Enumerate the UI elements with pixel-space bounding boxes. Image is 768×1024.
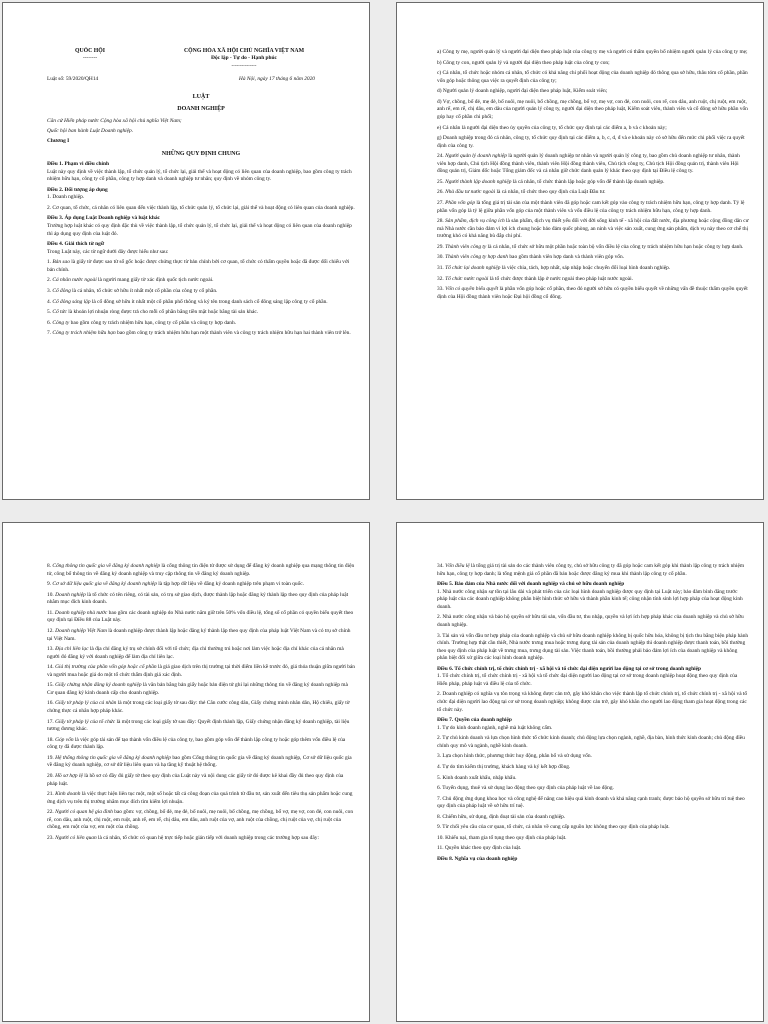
definition-text: bao gồm công ty trách nhiệm hữu hạn một thành viên và công ty trách nhiệm hữu hạn hai thành viên trở lên. [115,330,351,337]
definition-term: Bản sao [52,259,70,266]
definition-item [47,320,355,328]
definition-item [437,244,749,252]
definition-number: 4. [47,298,53,305]
clause-paragraph: 1. Tự do kinh doanh ngành, nghề mà luật không cấm. [437,724,553,731]
definition-item [47,700,355,715]
definition-item [47,277,355,285]
definition-number: 32. [437,275,446,282]
article-2-clause-1: 1. Doanh nghiệp. [47,194,85,201]
definition-item [47,682,355,697]
definition-number: 15. [47,682,56,689]
clause-paragraph: 11. Quyền khác theo quy định của luật. [437,845,522,852]
legal-basis-1: Căn cứ Hiến pháp nước Cộng hòa xã hội chủ nghĩa Việt Nam; [47,118,182,125]
page-1-content [47,47,355,491]
definition-term: Cổng thông tin quốc gia về đăng ký doanh nghiệp [52,563,161,569]
definition-item [47,773,355,788]
definition-term: Tổ chức lại doanh nghiệp [445,264,501,271]
definition-term: Thành viên công ty hợp danh [445,254,509,261]
definition-item [437,200,749,215]
definition-text: là sản phẩm, dịch vụ thiết yếu đối với đời sống kinh tế - xã hội của đất nước, địa phương hoặc cộng đồng dân cư mà Nhà nước cần bảo đảm vì lợi ích chung hoặc bảo đảm quốc phòng, an ninh và việc sản xuất, cung ứng sản phẩm, dịch vụ này theo cơ chế thị trường khó có khả năng bù đắp chi phí. [437,218,749,240]
definition-item [47,737,355,752]
definition-item [47,809,355,832]
definition-number: 24. [437,153,446,160]
definition-text: là tổ chức được thành lập ở nước ngoài theo pháp luật nước ngoài. [488,275,633,282]
definition-term: Góp vốn [55,736,74,743]
article-4-title: Điều 4. Giải thích từ ngữ [47,241,105,248]
definition-list-3 [47,563,355,842]
national-title: CỘNG HÒA XÃ HỘI CHỦ NGHĨA VIỆT NAM [183,48,305,54]
definition-item [47,835,355,843]
definition-number: 14. [47,664,56,671]
definition-item [47,719,355,734]
definition-number: 33. [437,286,446,293]
clause-paragraph: 9. Từ chối yêu cầu của cơ quan, tổ chức, cá nhân về cung cấp nguồn lực không theo quy định của pháp luật. [437,824,670,831]
definition-text: là cá nhân, tổ chức thành lập hoặc góp vốn để thành lập doanh nghiệp. [511,178,665,185]
definition-term: Doanh nghiệp [55,591,86,598]
definition-term: Cổ đông sáng lập [52,298,91,305]
document-header [47,47,355,55]
definition-number: 10. [47,591,56,598]
article-2-clause-2: 2. Cơ quan, tổ chức, cá nhân có liên quan đến việc thành lập, tổ chức quản lý, tổ chức lại, giải thể và hoạt động có liên quan của doanh nghiệp. [47,204,355,211]
definition-term: Kinh doanh [55,791,81,798]
definition-term: Cổ đông [52,287,71,294]
page-4-content [437,563,749,1013]
definition-term: Tổ chức nước ngoài [445,275,489,282]
clause-paragraph: a) Công ty mẹ, người quản lý và người đại diện theo pháp luật của công ty mẹ và người có thẩm quyền bổ nhiệm người quản lý của công ty mẹ; [437,49,748,55]
document-type: LUẬT [192,94,210,101]
law-number: Luật số: 59/2020/QH14 [47,75,99,82]
article-2-title: Điều 2. Đối tượng áp dụng [47,186,108,193]
article-7-title: Điều 7. Quyền của doanh nghiệp [437,717,512,724]
definition-term: Giấy tờ pháp lý của cá nhân [55,700,117,707]
definition-term: Giá thị trường của phần vốn góp hoặc cổ phần [55,664,157,671]
definition-number: 26. [437,189,446,196]
definition-text: là doanh nghiệp được thành lập hoặc đăng ký thành lập theo quy định của pháp luật Việt Nam và có trụ sở chính tại Việt Nam. [47,627,351,642]
document-page-3 [2,522,370,1022]
definition-number: 17. [47,718,56,725]
definition-term: Nhà đầu tư nước ngoài [445,189,496,196]
definition-text: là cá nhân, tổ chức có quan hệ trực tiếp hoặc gián tiếp với doanh nghiệp trong các trường hợp sau đây: [96,834,319,841]
definition-number: 25. [437,178,446,185]
definition-term: Giấy chứng nhận đăng ký doanh nghiệp [55,682,142,689]
definition-term: Vốn có quyền biểu quyết [445,286,499,293]
article-8-title: Điều 8. Nghĩa vụ của doanh nghiệp [437,856,518,862]
document-name: DOANH NGHIỆP [177,105,225,112]
definition-item [437,276,749,284]
definition-term: Người thành lập doanh nghiệp [445,178,512,185]
definition-text: là tổng giá trị tài sản do các thành viên công ty, chủ sở hữu công ty đã góp hoặc cam kết góp khi thành lập công ty trách nhiệm hữu hạn, công ty hợp danh; là tổng mệnh giá cổ phần đã bán hoặc được đăng ký mua khi thành lập công ty cổ phần. [437,563,745,577]
clause-paragraph: 6. Tuyển dụng, thuê và sử dụng lao động theo quy định của pháp luật về lao động. [437,785,614,792]
definition-number: 12. [47,627,56,634]
clause-paragraph: d) Người quản lý doanh nghiệp, người đại diện theo pháp luật, Kiểm soát viên; [437,88,608,95]
national-motto: Độc lập - Tự do - Hạnh phúc [211,55,277,62]
clause-paragraph: b) Công ty con, người quản lý và người đại diện theo pháp luật của công ty con; [437,59,610,66]
definition-item [437,265,749,273]
article-6-title: Điều 6. Tổ chức chính trị, tổ chức chính trị - xã hội và tổ chức đại diện người lao động tại cơ sở trong doanh nghiệp [437,665,702,672]
definition-text: là cổng thông tin điện tử được sử dụng để đăng ký doanh nghiệp qua mạng thông tin điện tử, công bố thông tin về đăng ký doanh nghiệp và truy cập thông tin về đăng ký doanh nghiệp. [47,563,355,577]
definition-text: là văn bản bằng bản giấy hoặc bản điện tử ghi lại những thông tin về đăng ký doanh nghiệp mà Cơ quan đăng ký kinh doanh cấp cho doanh nghiệp. [47,682,348,696]
definition-term: Địa chỉ liên lạc [55,646,89,653]
clause-paragraph: 7. Chủ động ứng dụng khoa học và công nghệ để nâng cao hiệu quả kinh doanh và khả năng cạnh tranh; được bảo hộ quyền sở hữu trí tuệ theo quy định của pháp luật về sở hữu trí tuệ. [437,795,745,810]
clause-paragraph: 1. Nhà nước công nhận sự tồn tại lâu dài và phát triển của các loại hình doanh nghiệp được quy định tại Luật này; bảo đảm bình đẳng trước pháp luật của các doanh nghiệp không phân biệt hình thức sở hữu và thành phần kinh tế; công nhận tính sinh lợi hợp pháp của hoạt động kinh doanh. [437,588,743,610]
definition-text: là một trong các loại giấy tờ sau đây: Quyết định thành lập, Giấy chứng nhận đăng ký doanh nghiệp, tài liệu tương đương khác. [47,718,350,733]
definition-number: 20. [47,772,56,779]
definition-item [437,286,749,301]
article-4-intro: Trong Luật này, các từ ngữ dưới đây được hiểu như sau: [47,248,169,255]
definition-term: Cơ sở dữ liệu quốc gia về đăng ký doanh nghiệp [52,581,157,588]
clause-paragraph: 2. Doanh nghiệp có nghĩa vụ tôn trọng và không được cản trở, gây khó khăn cho việc thành lập tổ chức chính trị, tổ chức chính trị - xã hội và tổ chức đại diện người lao động tại cơ sở trong doanh nghiệp; không được cản trở, gây khó khăn cho người lao động tham gia hoạt động trong các tổ chức này. [437,691,748,713]
article-1-title: Điều 1. Phạm vi điều chỉnh [47,161,110,168]
legal-basis-2: Quốc hội ban hành Luật Doanh nghiệp. [47,127,134,134]
clause-paragraph: c) Cá nhân, tổ chức hoặc nhóm cá nhân, tổ chức có khả năng chi phối hoạt động của doanh nghiệp đó thông qua sở hữu, thâu tóm cổ phần, phần vốn góp hoặc thông qua việc ra quyết định của công ty; [437,70,748,84]
definition-term: Người có quan hệ gia đình [55,809,113,816]
clause-paragraph: 3. Lựa chọn hình thức, phương thức huy động, phân bổ và sử dụng vốn. [437,753,592,760]
document-page-4 [396,522,764,1022]
definition-list-2 [437,153,749,301]
definition-item [47,791,355,806]
definition-number: 23. [47,834,56,841]
definition-item [47,309,355,317]
definition-text: là hồ sơ có đầy đủ giấy tờ theo quy định của Luật này và nội dung các giấy tờ đó được kê khai đầy đủ theo quy định của pháp luật. [47,772,344,787]
place-date: Hà Nội, ngày 17 tháng 6 năm 2020 [238,75,315,82]
definition-text: bao gồm các doanh nghiệp do Nhà nước nắm giữ trên 50% vốn điều lệ, tổng số cổ phần có quyền biểu quyết theo quy định tại Điều 88 của Luật này. [47,609,354,624]
definition-item [437,179,749,187]
definition-item [47,563,355,578]
definition-item [47,628,355,643]
definition-text: là tổ chức có tên riêng, có tài sản, có trụ sở giao dịch, được thành lập hoặc đăng ký thành lập theo quy định của pháp luật nhằm mục đích kinh doanh. [47,591,349,606]
definition-item [47,592,355,607]
definition-text: là tập hợp dữ liệu về đăng ký doanh nghiệp trên phạm vi toàn quốc. [156,581,304,588]
clause-paragraph: 2. Nhà nước công nhận và bảo hộ quyền sở hữu tài sản, vốn đầu tư, thu nhập, quyền và lợi ích hợp pháp khác của doanh nghiệp và chủ sở hữu doanh nghiệp. [437,614,744,628]
definition-text: bao gồm thành viên hợp danh và thành viên góp vốn. [508,254,625,261]
definition-item [437,189,749,197]
clause-paragraph: 10. Khiếu nại, tham gia tố tụng theo quy định của pháp luật. [437,834,567,841]
definition-text: là cổ đông sở hữu ít nhất một cổ phần phổ thông và ký tên trong danh sách cổ đông sáng lập công ty cổ phần. [90,298,328,305]
definition-number: 31. [437,264,446,271]
definition-text: là phần vốn góp hoặc cổ phần, theo đó người sở hữu có quyền biểu quyết về những vấn đề thuộc thẩm quyền quyết định của Hội đồng thành viên hoặc Đại hội đồng cổ đông. [437,286,748,300]
definition-term: Hệ thống thông tin quốc gia về đăng ký doanh nghiệp [55,754,171,761]
article-7-clauses [437,725,749,853]
issuer-dashes: -------- [82,55,98,62]
definition-item [47,664,355,679]
definition-item [47,581,355,589]
definition-number: 28. [437,218,446,225]
definition-number: 18. [47,736,56,743]
definition-text: là giá giao dịch trên thị trường tại thời điểm liền kề trước đó, giá thỏa thuận giữa người bán và người mua hoặc giá do một tổ chức thẩm định giá xác định. [47,664,355,678]
chapter-title: NHỮNG QUY ĐỊNH CHUNG [161,150,241,157]
definition-number: 16. [47,700,56,707]
definition-item [437,153,749,176]
issuer-name: QUỐC HỘI [74,48,106,54]
definition-number: 22. [47,809,56,816]
definition-number: 8. [47,563,53,569]
definition-text: là việc thực hiện liên tục một, một số hoặc tất cả công đoạn của quá trình từ đầu tư, sản xuất đến tiêu thụ sản phẩm hoặc cung ứng dịch vụ trên thị trường nhằm mục đích tìm kiếm lợi nhuận. [47,791,353,805]
definition-text: là việc chia, tách, hợp nhất, sáp nhập hoặc chuyển đổi loại hình doanh nghiệp. [500,264,671,271]
article-1-text: Luật này quy định về việc thành lập, tổ chức quản lý, tổ chức lại, giải thể và hoạt động có liên quan của doanh nghiệp, bao gồm công ty trách nhiệm hữu hạn, công ty cổ phần, công ty hợp danh và doanh nghiệp tư nhân; quy định về nhóm công ty. [47,168,352,183]
definition-number: 19. [47,754,56,761]
document-page-1 [2,2,370,500]
definition-item [437,254,749,262]
definition-item [47,288,355,296]
definition-text: bao gồm Cổng thông tin quốc gia về đăng ký doanh nghiệp, Cơ sở dữ liệu quốc gia về đăng ký doanh nghiệp, cơ sở dữ liệu liên quan và hạ tầng kỹ thuật hệ thống. [47,754,352,769]
definition-term: Người quản lý doanh nghiệp [445,153,507,160]
definition-number: 30. [437,254,446,261]
definition-number: 6. [47,319,53,326]
article-5-clauses [437,589,749,663]
definition-text: là một trong các loại giấy tờ sau đây: thẻ Căn cước công dân, Giấy chứng minh nhân dân, Hộ chiếu, giấy tờ chứng thực cá nhân hợp pháp khác. [47,700,350,714]
definition-number: 13. [47,646,56,653]
definition-term: Sản phẩm, dịch vụ công ích [445,218,505,225]
clause-paragraph: 5. Kinh doanh xuất khẩu, nhập khẩu. [437,774,517,781]
clause-paragraph: 3. Tài sản và vốn đầu tư hợp pháp của doanh nghiệp và chủ sở hữu doanh nghiệp không bị quốc hữu hóa, không bị tịch thu bằng biện pháp hành chính. Trường hợp thật cần thiết, Nhà nước trưng mua hoặc trưng dụng tài sản của doanh nghiệp thì doanh nghiệp được thanh toán, bồi thường theo quy định của pháp luật về trưng mua, trưng dụng tài sản. Việc thanh toán, bồi thường phải bảo đảm lợi ích của doanh nghiệp và không phân biệt đối xử giữa các loại hình doanh nghiệp. [437,632,749,662]
clause-paragraph: đ) Vợ, chồng, bố đẻ, mẹ đẻ, bố nuôi, mẹ nuôi, bố chồng, mẹ chồng, bố vợ, mẹ vợ, con đẻ, con nuôi, con rể, con dâu, anh ruột, chị ruột, em ruột, anh rể, em rể, chị dâu, em dâu của người quản lý công ty, người đại diện theo pháp luật, Kiểm soát viên, thành viên và cổ đông sở hữu phần vốn góp hay cổ phần chi phối; [437,98,748,120]
article-5-title: Điều 5. Bảo đảm của Nhà nước đối với doanh nghiệp và chủ sở hữu doanh nghiệp [437,581,625,588]
reference-line [47,76,355,84]
definition-text: là cá nhân, tổ chức theo quy định của Luật Đầu tư. [495,189,606,196]
definition-text: là người quản lý doanh nghiệp tư nhân và người quản lý công ty, bao gồm chủ doanh nghiệp tư nhân, thành viên hợp danh, Chủ tịch Hội đồng thành viên, thành viên Hội đồng thành viên, Chủ tịch công ty, Chủ tịch Hội đồng quản trị, thành viên Hội đồng quản trị, Giám đốc hoặc Tổng giám đốc và cá nhân giữ chức danh quản lý khác theo quy định tại Điều lệ công ty. [437,153,740,175]
definition-text: là người mang giấy tờ xác định quốc tịch nước ngoài. [96,277,214,284]
document-page-2 [396,2,764,500]
definition-text: là tổng giá trị tài sản của một thành viên đã góp hoặc cam kết góp vào công ty trách nhiệm hữu hạn, công ty hợp danh. Tỷ lệ phần vốn góp là tỷ lệ giữa phần vốn góp của một thành viên và vốn điều lệ của công ty trách nhiệm hữu hạn, công ty hợp danh. [437,200,745,214]
definition-number: 3. [47,287,53,294]
definition-text: là cá nhân, tổ chức sở hữu một phần hoặc toàn bộ vốn điều lệ của công ty trách nhiệm hữu hạn hoặc công ty hợp danh. [486,243,744,250]
definition-item [47,646,355,661]
clause-paragraph: 4. Tự do tìm kiếm thị trường, khách hàng và ký kết hợp đồng. [437,763,571,770]
definition-number: 27. [437,200,446,206]
page-2-content [437,49,749,491]
definition-term: Người có liên quan [55,834,97,841]
definition-text: là giấy tờ được sao từ sổ gốc hoặc được chứng thực từ bản chính bởi cơ quan, tổ chức có thẩm quyền hoặc đã được đối chiếu với bản chính. [47,259,350,273]
definition-number: 11. [47,609,55,616]
motto-dashes: --------------- [231,63,257,69]
page-3-content [47,563,355,1013]
definition-item [47,259,355,274]
definition-term: Vốn điều lệ [445,563,470,569]
clause-paragraph: 8. Chiếm hữu, sử dụng, định đoạt tài sản của doanh nghiệp. [437,813,566,820]
definition-term: Giấy tờ pháp lý của tổ chức [55,718,116,725]
definition-item [47,330,355,338]
chapter-number: Chương I [47,138,70,145]
definition-text: là địa chỉ đăng ký trụ sở chính đối với tổ chức; địa chỉ thường trú hoặc nơi làm việc hoặc địa chỉ khác của cá nhân mà người đó đăng ký với doanh nghiệp để làm địa chỉ liên lạc. [47,646,344,660]
header-subline [47,55,355,63]
header-dashline [47,63,355,70]
definition-text: bao gồm công ty trách nhiệm hữu hạn, công ty cổ phần và công ty hợp danh. [69,319,237,326]
definition-term: Cổ tức [52,309,67,316]
definition-item [47,610,355,625]
definition-term: Công ty trách nhiệm hữu hạn [52,330,116,337]
definition-term: Doanh nghiệp nhà nước [54,609,108,616]
definition-term: Thành viên công ty [445,243,487,250]
related-person-points [437,49,749,150]
definition-text: là khoản lợi nhuận ròng được trả cho mỗi cổ phần bằng tiền mặt hoặc bằng tài sản khác. [66,309,259,316]
clause-paragraph: 2. Tự chủ kinh doanh và lựa chọn hình thức tổ chức kinh doanh; chủ động lựa chọn ngành, nghề, địa bàn, hình thức kinh doanh; chủ động điều chỉnh quy mô và ngành, nghề kinh doanh. [437,735,745,749]
definition-number: 29. [437,243,446,250]
article-6-clauses [437,673,749,714]
definition-item [437,563,749,578]
definition-number: 34. [437,563,446,569]
article-3-text: Trường hợp luật khác có quy định đặc thù về việc thành lập, tổ chức quản lý, tổ chức lại, giải thể và hoạt động có liên quan của doanh nghiệp thì áp dụng quy định của luật đó. [47,223,352,237]
clause-paragraph: g) Doanh nghiệp trong đó cá nhân, công ty, tổ chức quy định tại các điểm a, b, c, d, đ và e khoản này có sở hữu đến mức chi phối việc ra quyết định của công ty. [437,135,745,149]
clause-paragraph: e) Cá nhân là người đại diện theo ủy quyền của công ty, tổ chức quy định tại các điểm a, b và c khoản này; [437,124,667,131]
article-3-title: Điều 3. Áp dụng Luật Doanh nghiệp và luật khác [47,215,160,222]
clause-paragraph: 1. Tổ chức chính trị, tổ chức chính trị - xã hội và tổ chức đại diện người lao động tại cơ sở trong doanh nghiệp hoạt động theo quy định của Hiến pháp, pháp luật và điều lệ của tổ chức. [437,673,738,687]
definition-term: Công ty [52,319,70,326]
definition-number: 5. [47,309,53,316]
definition-text: bao gồm: vợ, chồng, bố đẻ, mẹ đẻ, bố nuôi, mẹ nuôi, bố chồng, mẹ chồng, bố vợ, mẹ vợ, con đẻ, con nuôi, con rể, con dâu, anh ruột, chị ruột, em ruột, anh rể, em rể, chị dâu, em dâu, anh ruột của vợ, anh ruột của chồng, chị ruột của vợ, chị ruột của chồng, em ruột của vợ, em ruột của chồng. [47,809,354,831]
definition-term: Doanh nghiệp Việt Nam [55,627,107,634]
definition-list-1 [47,259,355,338]
definition-number: 9. [47,581,53,588]
definition-term: Phần vốn góp [445,200,476,206]
header-spacer [47,63,133,70]
definition-item [437,218,749,241]
definition-item [47,755,355,770]
definition-number: 2. [47,277,53,284]
definition-number: 7. [47,330,53,337]
definition-term: Hồ sơ hợp lệ [55,772,83,779]
definition-term: Cá nhân nước ngoài [52,277,97,284]
definition-number: 1. [47,259,53,266]
definition-text: là việc góp tài sản để tạo thành vốn điều lệ của công ty, bao gồm góp vốn để thành lập công ty hoặc góp thêm vốn điều lệ của công ty đã được thành lập. [47,736,346,751]
definition-item [47,299,355,307]
definition-text: là cá nhân, tổ chức sở hữu ít nhất một cổ phần của công ty cổ phần. [70,287,218,294]
definition-number: 21. [47,791,56,798]
